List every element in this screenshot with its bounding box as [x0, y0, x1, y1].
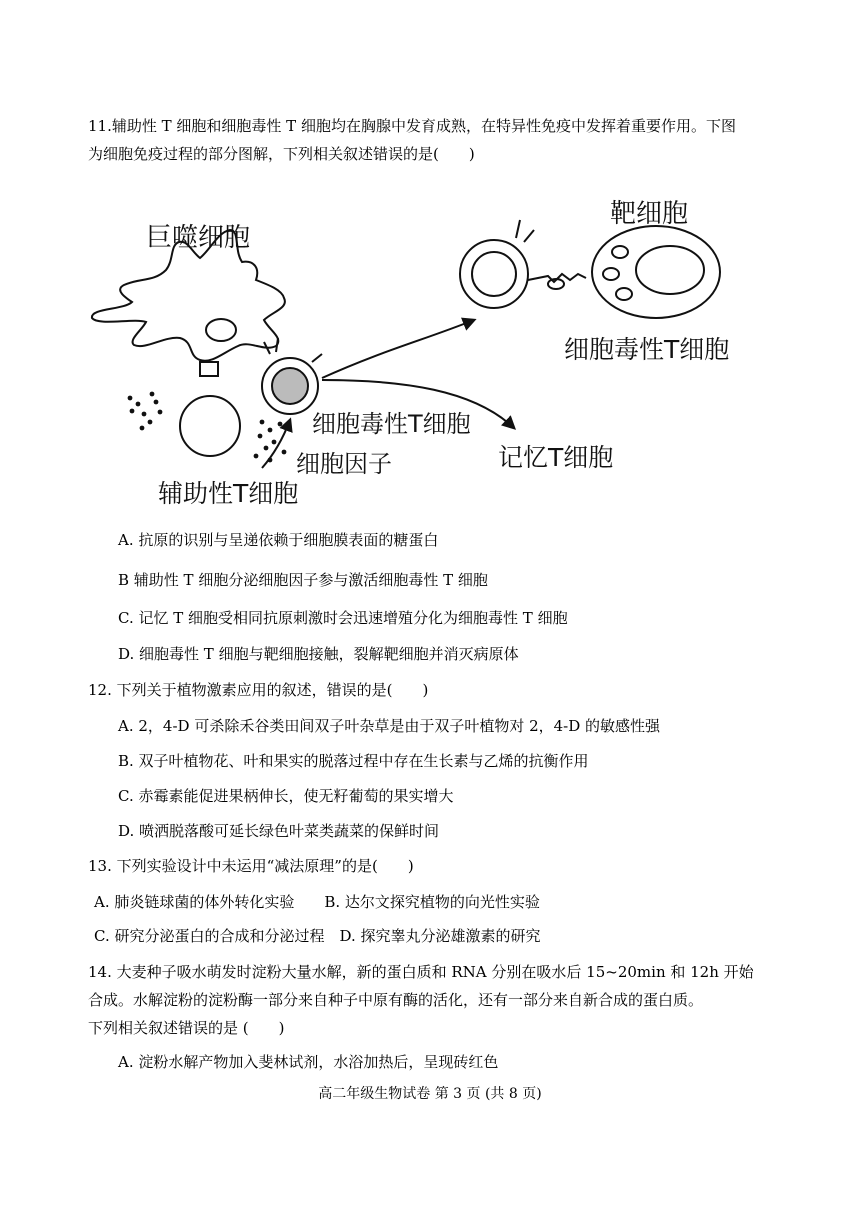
- label-memory-t: 记忆T细胞: [498, 443, 614, 472]
- cell-immunity-diagram: [84, 190, 764, 520]
- q12-option-d: D. 喷洒脱落酸可延长绿色叶菜类蔬菜的保鲜时间: [118, 822, 440, 840]
- effector-t-cell: [460, 240, 528, 308]
- q11-option-a: A. 抗原的识别与呈递依赖于细胞膜表面的糖蛋白: [118, 531, 439, 549]
- q11-option-b: B 辅助性 T 细胞分泌细胞因子参与激活细胞毒性 T 细胞: [118, 571, 488, 589]
- q11-option-d: D. 细胞毒性 T 细胞与靶细胞接触，裂解靶细胞并消灭病原体: [118, 645, 519, 663]
- q14-stem-line1: 14. 大麦种子吸水萌发时淀粉大量水解，新的蛋白质和 RNA 分别在吸水后 15~20min 和 12h 开始: [88, 963, 754, 981]
- arrow-cytokine: [262, 420, 290, 468]
- target-nucleus: [636, 246, 704, 294]
- label-cytotoxic-t-right: 细胞毒性T细胞: [564, 335, 730, 364]
- target-cell: [592, 226, 720, 318]
- q12-option-b: B. 双子叶植物花、叶和果实的脱落过程中存在生长素与乙烯的抗衡作用: [118, 752, 589, 770]
- label-cytotoxic-t: 细胞毒性T细胞: [312, 410, 471, 438]
- q12-option-a: A. 2，4-D 可杀除禾谷类田间双子叶杂草是由于双子叶植物对 2，4-D 的敏感性强: [118, 717, 661, 735]
- mhc-stalk: [200, 362, 218, 376]
- macrophage-nucleus: [206, 319, 236, 341]
- q12-option-c: C. 赤霉素能促进果柄伸长，使无籽葡萄的果实增大: [118, 787, 454, 805]
- q13-options-row1: A. 肺炎链球菌的体外转化实验 B. 达尔文探究植物的向光性实验: [94, 893, 540, 911]
- q11-option-c: C. 记忆 T 细胞受相同抗原刺激时会迅速增殖分化为细胞毒性 T 细胞: [118, 609, 568, 627]
- cytotoxic-t-nucleus: [272, 368, 308, 404]
- label-target-cell: 靶细胞: [610, 199, 689, 229]
- q14-stem-line2: 合成。水解淀粉的淀粉酶一部分来自种子中原有酶的活化，还有一部分来自新合成的蛋白质。: [88, 991, 704, 1009]
- page-footer: 高二年级生物试卷 第 3 页 (共 8 页): [318, 1086, 542, 1102]
- q14-stem-line3: 下列相关叙述错误的是 ( ): [88, 1019, 285, 1037]
- q13-options-row2: C. 研究分泌蛋白的合成和分泌过程 D. 探究睾丸分泌雄激素的研究: [94, 927, 541, 945]
- q11-stem-line1: 11.辅助性 T 细胞和细胞毒性 T 细胞均在胸腺中发育成熟，在特异性免疫中发挥着重要作用。下图: [88, 117, 736, 135]
- arrow-to-effector: [322, 320, 474, 378]
- label-cytokine: 细胞因子: [296, 450, 392, 478]
- antigen-dots: [128, 392, 163, 431]
- q11-stem-line2: 为细胞免疫过程的部分图解，下列相关叙述错误的是( ): [88, 145, 475, 163]
- q14-option-a: A. 淀粉水解产物加入斐林试剂，水浴加热后，呈现砖红色: [118, 1053, 499, 1071]
- q13-stem: 13. 下列实验设计中未运用“减法原理”的是( ): [88, 857, 414, 875]
- label-helper-t: 辅助性T细胞: [158, 479, 299, 508]
- label-macrophage: 巨噬细胞: [146, 223, 251, 253]
- helper-t-cell: [180, 396, 240, 456]
- tcr-contact: [528, 274, 586, 282]
- q12-stem: 12. 下列关于植物激素应用的叙述，错误的是( ): [88, 681, 429, 699]
